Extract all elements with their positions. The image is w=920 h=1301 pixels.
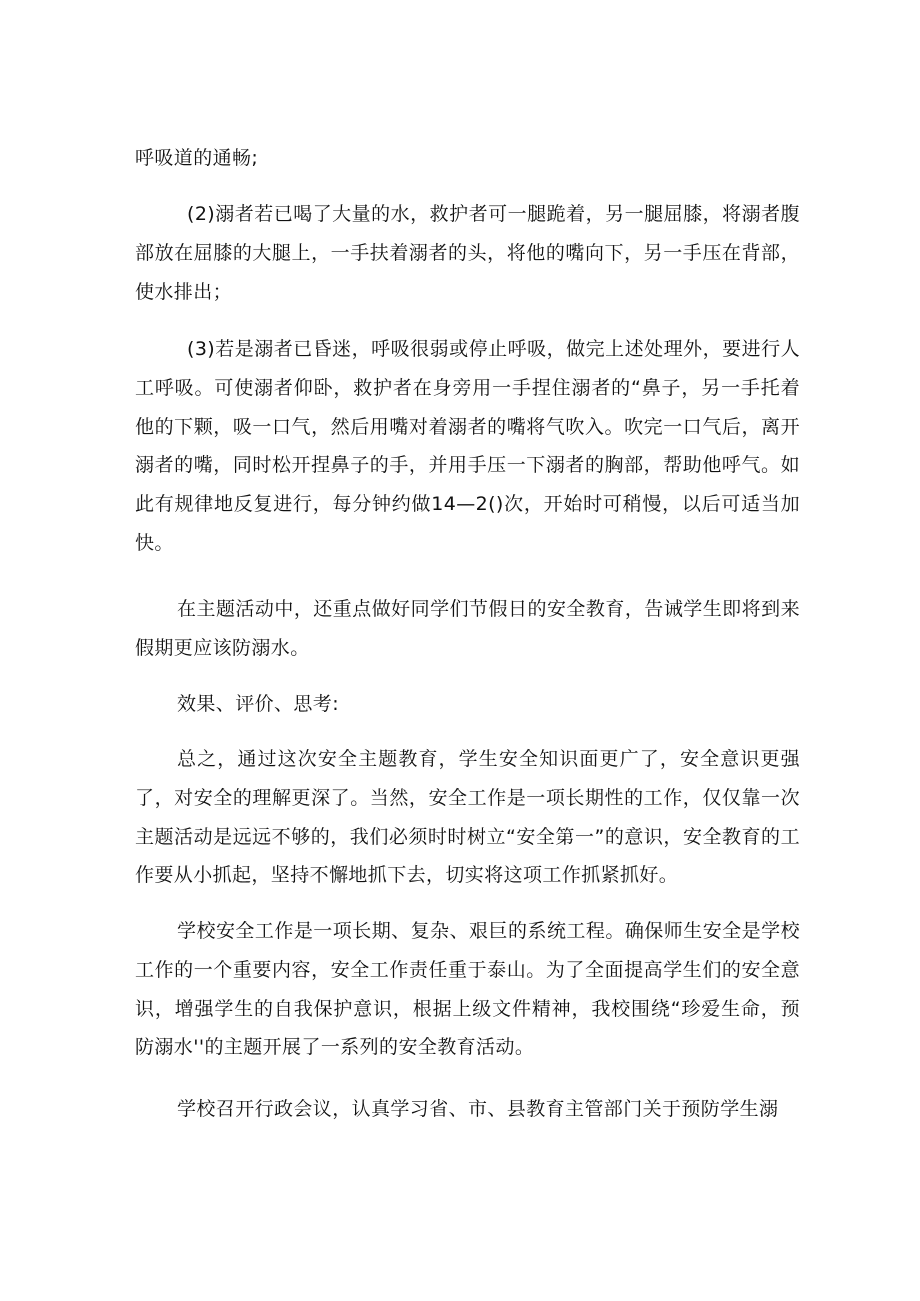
paragraph-summary: 总之，通过这次安全主题教育，学生安全知识面更广了，安全意识更强了，对安全的理解更深了。当然，安全工作是一项长期性的工作，仅仅靠一次主题活动是远远不够的，我们必须时时树立“安全第一”的意识，安全教育的工作要从小抓起，坚持不懈地抓下去，切实将这项工作抓紧抓好。 bbox=[135, 748, 800, 887]
paragraph-school-meeting: 学校召开行政会议，认真学习省、市、县教育主管部门关于预防学生溺 bbox=[177, 1098, 779, 1120]
paragraph-breathing-continuation: 呼吸道的通畅; bbox=[135, 147, 259, 169]
paragraph-step-2: (2)溺者若已喝了大量的水，救护者可一腿跪着，另一腿屈膝，将溺者腹部放在屈膝的大腿上，一手扶着溺者的头，将他的嘴向下，另一手压在背部，使水排出； bbox=[135, 203, 800, 303]
paragraph-holiday-education: 在主题活动中，还重点做好同学们节假日的安全教育，告诫学生即将到来假期更应该防溺水。 bbox=[135, 598, 800, 659]
section-heading-evaluation: 效果、评价、思考: bbox=[177, 693, 340, 715]
paragraph-school-safety: 学校安全工作是一项长期、复杂、艰巨的系统工程。确保师生安全是学校工作的一个重要内容，安全工作责任重于泰山。为了全面提高学生们的安全意识，增强学生的自我保护意识，根据上级文件精神，我校围绕“珍爱生命，预防溺水''的主题开展了一系列的安全教育活动。 bbox=[135, 920, 800, 1059]
paragraph-step-3: (3)若是溺者已昏迷，呼吸很弱或停止呼吸，做完上述处理外，要进行人工呼吸。可使溺者仰卧，救护者在身旁用一手捏住溺者的“鼻子，另一手托着他的下颗，吸一口气，然后用嘴对着溺者的嘴将气吹入。吹完一口气后，离开溺者的嘴，同时松开捏鼻子的手，并用手压一下溺者的胸部，帮助他呼气。如此有规律地反复进行，每分钟约做14—2()次，开始时可稍慢，以后可适当加快。 bbox=[135, 338, 800, 554]
